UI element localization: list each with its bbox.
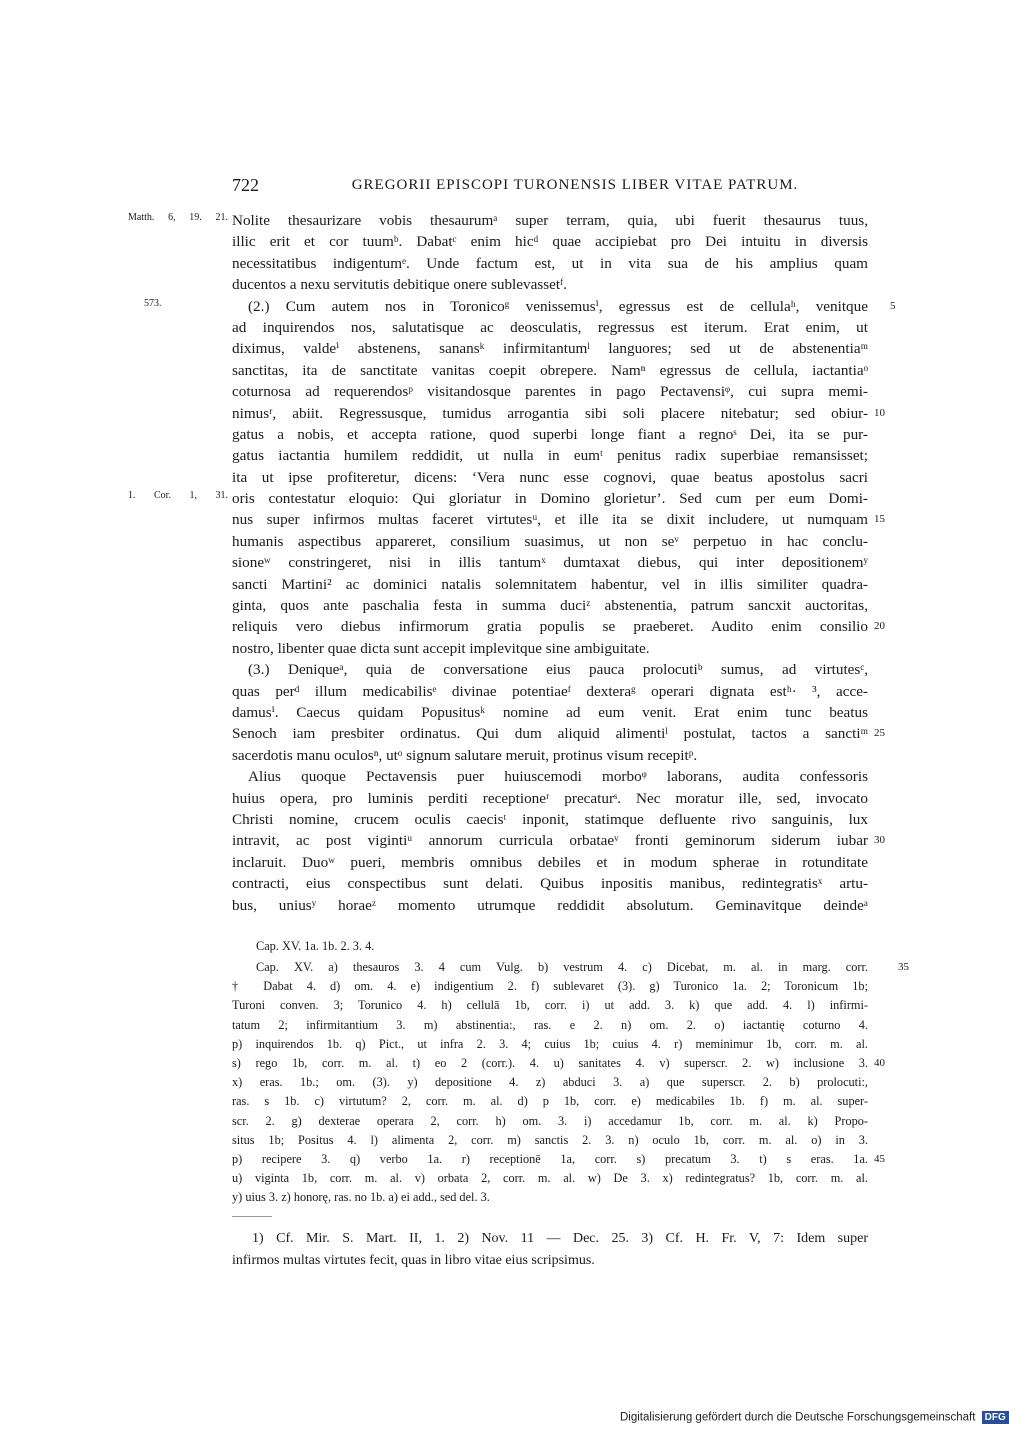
digitization-footer [620, 1411, 1009, 1424]
text-line: Christi nomine, crucem oculis caecisᵗ inponit, statimque defluente rivo sanguinis, lux [232, 810, 868, 828]
line-number: 45 [874, 1152, 885, 1165]
text-line: diximus, valdeⁱ abstenens, sanansᵏ infirmitantumˡ languores; sed ut de abstenentiaᵐ [232, 340, 868, 358]
text-line: ginta, quos ante paschalia festa in summa duciᶻ abstenentia, patrum sancxit auctoritas, [232, 597, 868, 615]
text-line: illic erit et cor tuumᵇ. Dabatᶜ enim hicᵈ quae accipiebat pro Dei intuitu in diversis [232, 233, 868, 251]
text-line: intravit, ac post vigintiᵘ annorum curricula orbataeᵛ fronti geminorum siderum iubar 30 [232, 830, 868, 851]
critical-apparatus [232, 934, 909, 1207]
footer-text: Digitalisierung gefördert durch die Deutsche Forschungsgemeinschaft [620, 1411, 976, 1424]
apparatus-line: x) eras. 1b.; om. (3). y) depositione 4. z) abduci 3. a) que superscr. 2. b) prolocuti:, [232, 1075, 868, 1090]
margin-reference: Matth. 6, 19. 21. [128, 212, 228, 223]
text-line: sanctitas, ita de sanctitate vanitas coepit obrepere. Namⁿ egressus de cellula, iactantiaᵒ [232, 361, 868, 379]
text-line: humanis aspectibus appareret, consilium suasimus, ut non seᵛ perpetuo in hac conclu- [232, 532, 868, 550]
text-line: quas perᵈ illum medicabilisᵉ divinae potentiaeᶠ dexteraᵍ operari dignata estʰ· ³, acce- [232, 682, 868, 700]
text-line: bus, uniusʸ horaeᶻ momento utrumque reddidit absolutum. Geminavitque deindeᵃ [232, 896, 868, 914]
footnote-line: 1) Cf. Mir. S. Mart. II, 1. 2) Nov. 11 — Dec. 25. 3) Cf. H. Fr. V, 7: Idem super [252, 1231, 868, 1246]
text-line: 573. (2.) Cum autem nos in Toronicoᵍ venissemusⁱ, egressus est de cellulaʰ, venitque 5 [232, 296, 868, 317]
text-line: ducentos a nexu servitutis debitique onere sublevassetᶠ. [232, 276, 568, 294]
dfg-logo: DFG [982, 1411, 1009, 1424]
text-line: reliquis vero diebus infirmorum gratia populis se praeberet. Audito enim consilio 20 [232, 616, 868, 637]
text-line: (3.) Deniqueᵃ, quia de conversatione eius pauca prolocutiᵇ sumus, ad virtutesᶜ, [248, 661, 868, 679]
footnote-divider [232, 1216, 272, 1217]
text-line: sacerdotis manu oculosⁿ, utᵒ signum salutare meruit, protinus visum recepitᵖ. [232, 746, 698, 764]
page-header [232, 175, 868, 199]
margin-reference: 1. Cor. 1, 31. [128, 490, 228, 502]
text-line: sioneʷ constringeret, nisi in illis tantumˣ dumtaxat diebus, qui inter depositionemʸ [232, 554, 868, 572]
text-line: nus super infirmos multas faceret virtutesᵘ, et ille ita se dixit includere, ut numquam 15 [232, 509, 868, 530]
apparatus-line: ras. s 1b. c) virtutum? 2, corr. m. al. d) p 1b, corr. e) medicabiles 1b. f) m. al. super- [232, 1094, 868, 1109]
line-number: 15 [874, 513, 885, 526]
text-line: necessitatibus indigentumᵉ. Unde factum est, ut in vita sua de his amplius quam [232, 254, 868, 272]
footnotes [232, 1228, 868, 1272]
text-line: damusⁱ. Caecus quidam Popusitusᵏ nomine ad eum venit. Erat enim tunc beatus [232, 703, 868, 721]
page-number: 722 [232, 175, 259, 195]
apparatus-line: † Dabat 4. d) om. 4. e) indigentium 2. f) sublevaret (3). g) Turonico 1a. 2; Toronicum 1b; [232, 979, 868, 994]
line-number: 40 [874, 1056, 885, 1069]
apparatus-line: scr. 2. g) dexterae operara 2, corr. h) om. 3. i) accedamur 1b, corr. m. al. k) Propo- [232, 1113, 868, 1128]
text-line: gatus a nobis, et accepta ratione, quod superbi longe fiant a regnoˢ Dei, ita se pur- [232, 425, 868, 443]
apparatus-line: s) rego 1b, corr. m. al. t) eo 2 (corr.). 4. u) sanitates 4. v) superscr. 2. w) inclusione 3. 40 [232, 1054, 868, 1073]
apparatus-line: tatum 2; infirmitantium 3. m) abstinentia:, ras. e 2. n) om. 2. o) iactantię coturno 4. [232, 1017, 868, 1032]
apparatus-line: p) recipere 3. q) verbo 1a. r) receptionē 1a, corr. s) precatum 3. t) s eras. 1a. 45 [232, 1150, 868, 1169]
apparatus-sigla: Cap. XV. 1a. 1b. 2. 3. 4. [256, 939, 375, 953]
apparatus-line: Cap. XV. a) thesauros 3. 4 cum Vulg. b) vestrum 4. c) Dicebat, m. al. in marg. corr. 35 [232, 958, 868, 977]
line-number: 5 [890, 299, 896, 312]
text-line: inclaruit. Duoʷ pueri, membris omnibus debiles et in modum spherae in rotunditate [232, 853, 868, 871]
apparatus-line: Turoni conven. 3; Torunico 4. h) cellulā 1b, corr. i) ut add. 3. k) que add. 4. l) infirmi- [232, 998, 868, 1013]
footnote-line: infirmos multas virtutes fecit, quas in libro vitae eius scripsimus. [232, 1253, 595, 1268]
apparatus-line: u) viginta 1b, corr. m. al. v) orbata 2, corr. m. al. w) De 3. x) redintegratus? 1b, corr. m. al. [232, 1171, 868, 1186]
text-line: 1. Cor. 1, 31. oris contestatur eloquio: Qui gloriatur in Domino glorietur’. Sed cum per eum Domi- [128, 490, 868, 508]
margin-year: 573. [144, 297, 162, 309]
running-title: GREGORII EPISCOPI TURONENSIS LIBER VITAE PATRUM. [351, 177, 799, 193]
text-line: ita ut ipse profiteretur, dicens: ‘Vera nunc esse cognovi, quae beatus apostolus sacri [232, 468, 868, 486]
text-line: huius opera, pro luminis perditi receptioneʳ precaturˢ. Nec moratur ille, sed, invocato [232, 789, 868, 807]
line-number: 30 [874, 834, 885, 847]
line-number: 10 [874, 406, 885, 419]
text-line: nostro, libenter quae dicta sunt accepit implevitque sine ambiguitate. [232, 639, 650, 657]
apparatus-line: p) inquirendos 1b. q) Pict., ut infra 2. 3. 4; cuius 1b; cuius 4. r) meminimur 1b, corr. m. al. [232, 1036, 868, 1051]
text-line: Senoch iam presbiter ordinatus. Qui dum aliquid alimentiˡ postulat, tactos a sanctiᵐ 25 [232, 723, 868, 744]
text-line: Matth. 6, 19. 21. Nolite thesaurizare vobis thesaurumᵃ super terram, quia, ubi fuerit thesaurus tuus, [128, 212, 868, 229]
text-line: ad inquirendos nos, salutatisque ac deosculatis, regressus est iterum. Erat enim, ut [232, 318, 868, 336]
text-line: contracti, eius conspectibus sunt delati. Quibus inpositis manibus, redintegratisˣ artu- [232, 875, 868, 893]
apparatus-line: y) uius 3. z) honorę, ras. no 1b. a) ei add., sed del. 3. [232, 1190, 490, 1205]
text-line: Alius quoque Pectavensis puer huiuscemodi morboᵠ laborans, audita confessoris [248, 768, 868, 786]
line-number: 25 [874, 727, 885, 740]
text-line: nimusʳ, abiit. Regressusque, tumidus arrogantia sibi soli placere nitebatur; sed obiur- 10 [232, 403, 868, 424]
text-line: sancti Martini² ac dominici natalis solemnitatem habentur, vel in illis similiter quadra- [232, 575, 868, 593]
main-text [128, 210, 896, 916]
line-number: 35 [898, 961, 909, 973]
apparatus-line: situs 1b; Positus 4. l) alimenta 2, corr. m) sanctis 2. 3. n) oculo 1b, corr. m. al. o) in 3. [232, 1132, 868, 1147]
text-line: gatus iactantia humilem reddidit, ut nulla in eumᵗ penitus radix superbiae remansisset; [232, 447, 868, 465]
line-number: 20 [874, 620, 885, 633]
text-line: coturnosa ad requerendosᵖ visitandosque parentes in pago Pectavensiᵠ, cui supra memi- [232, 383, 868, 401]
